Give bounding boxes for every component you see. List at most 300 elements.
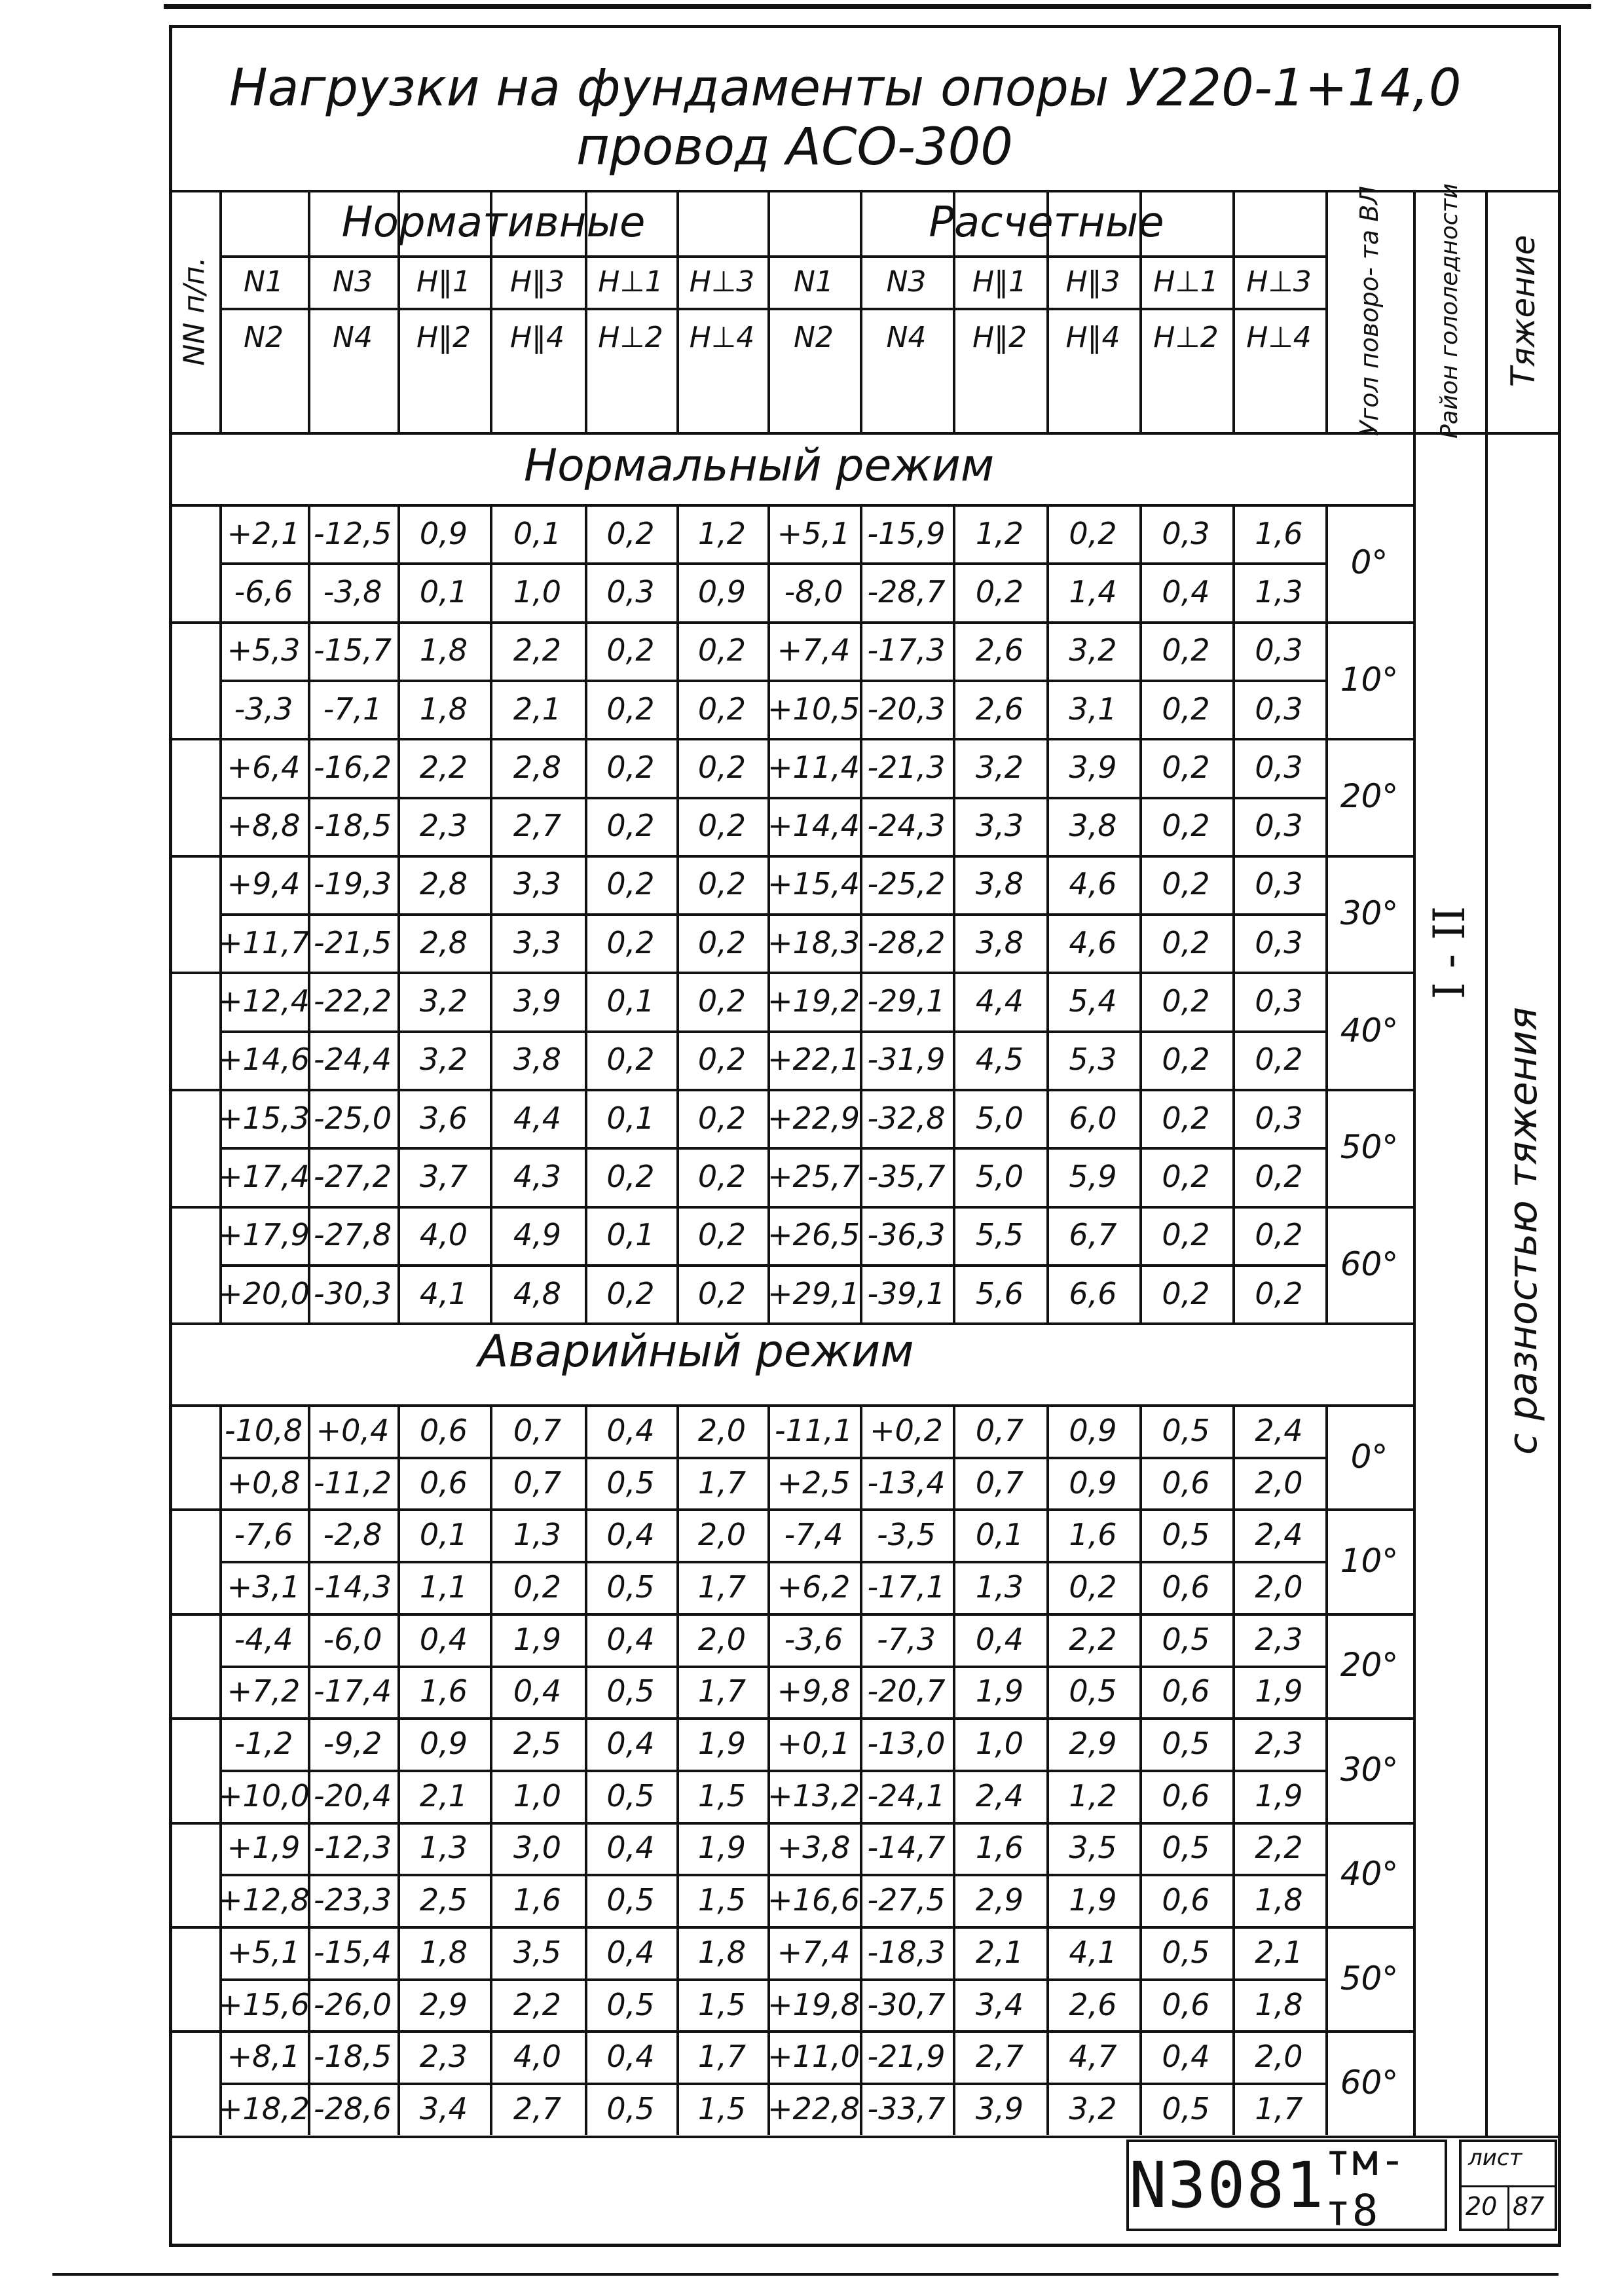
column-line xyxy=(1139,504,1142,1322)
header-design: Расчетные xyxy=(929,198,1164,247)
normal-row-cell: 0,2 xyxy=(697,808,747,844)
emergency-row-cell: 2,1 xyxy=(975,1934,1024,1970)
normal-row-cell: +12,4 xyxy=(217,983,310,1019)
normal-row-cell: 0,1 xyxy=(513,515,562,551)
normal-row-cell: +22,1 xyxy=(767,1042,860,1078)
row-line xyxy=(219,1457,1325,1459)
emergency-row-cell: 1,3 xyxy=(513,1517,562,1553)
header-row-number: NN п/п. xyxy=(177,256,211,366)
column-header-top: H‖1 xyxy=(416,264,471,299)
normal-row-cell: 0,2 xyxy=(1255,1042,1303,1078)
header-column-line xyxy=(1046,190,1049,432)
row-line xyxy=(219,2083,1325,2085)
normal-row-cell: +9,4 xyxy=(227,866,301,902)
column-line xyxy=(1413,432,1416,504)
row-group-line xyxy=(169,1089,1413,1091)
column-header-top: H‖3 xyxy=(509,264,565,299)
emergency-row-cell: -3,6 xyxy=(784,1621,843,1657)
normal-row-cell: 0,3 xyxy=(1255,749,1303,785)
emergency-row-cell: 1,5 xyxy=(697,1777,747,1813)
angle-value: 40° xyxy=(1340,1855,1399,1893)
row-line xyxy=(219,562,1325,565)
column-header-bottom: H‖2 xyxy=(972,320,1027,354)
emergency-row-cell: +0,2 xyxy=(870,1412,943,1448)
emergency-row-cell: 4,0 xyxy=(513,2039,562,2075)
column-line xyxy=(860,1404,862,2135)
normal-row-cell: 3,9 xyxy=(1069,749,1117,785)
sheet-number: 20 xyxy=(1466,2192,1498,2221)
emergency-row-cell: +16,6 xyxy=(767,1882,860,1918)
normal-row-cell: 0,1 xyxy=(606,1217,655,1253)
normal-row-cell: 2,8 xyxy=(419,866,468,902)
emergency-row-cell: 0,5 xyxy=(1162,2090,1210,2126)
column-header-top: N3 xyxy=(333,264,373,299)
emergency-row-cell: 0,7 xyxy=(975,1412,1024,1448)
normal-row-cell: 2,8 xyxy=(513,749,562,785)
normal-row-cell: 3,2 xyxy=(419,1042,468,1078)
normal-row-cell: +11,4 xyxy=(767,749,860,785)
header-column-line xyxy=(1139,190,1142,432)
normal-row-cell: 4,0 xyxy=(419,1217,468,1253)
normal-row-cell: +8,8 xyxy=(227,808,301,844)
emergency-row-cell: -20,4 xyxy=(313,1777,392,1813)
normal-row-cell: 3,8 xyxy=(1069,808,1117,844)
emergency-row-cell: 4,7 xyxy=(1069,2039,1117,2075)
normal-row-cell: 2,7 xyxy=(513,808,562,844)
row-group-line xyxy=(169,1926,1413,1929)
normal-row-cell: +14,6 xyxy=(217,1042,310,1078)
normal-row-cell: 0,2 xyxy=(1069,515,1117,551)
emergency-row-cell: +3,1 xyxy=(227,1569,301,1605)
emergency-row-cell: 0,4 xyxy=(606,1830,655,1866)
emergency-row-cell: 0,5 xyxy=(606,1465,655,1501)
column-line xyxy=(1232,1404,1235,2135)
emergency-row-cell: 2,0 xyxy=(1255,2039,1303,2075)
emergency-row-cell: +7,2 xyxy=(227,1673,301,1709)
normal-row-cell: +20,0 xyxy=(217,1275,310,1311)
normal-row-cell: 0,2 xyxy=(1255,1158,1303,1194)
emergency-row-cell: -7,6 xyxy=(234,1517,293,1553)
normal-row-cell: 0,2 xyxy=(1162,1217,1210,1253)
normal-row-cell: +26,5 xyxy=(767,1217,860,1253)
normal-row-cell: 0,1 xyxy=(606,1100,655,1136)
column-line xyxy=(953,504,955,1322)
emergency-row-cell: +13,2 xyxy=(767,1777,860,1813)
emergency-row-cell: +19,8 xyxy=(767,1986,860,2022)
normal-row-cell: -27,8 xyxy=(313,1217,392,1253)
normal-row-cell: 4,4 xyxy=(975,983,1024,1019)
emergency-row-cell: 0,1 xyxy=(419,1517,468,1553)
emergency-row-cell: +12,8 xyxy=(217,1882,310,1918)
column-line xyxy=(308,1404,310,2135)
header-column-line xyxy=(1413,190,1416,432)
normal-row-cell: 0,3 xyxy=(1255,866,1303,902)
normal-row-cell: -22,2 xyxy=(313,983,392,1019)
header-column-line xyxy=(953,190,955,432)
emergency-row-cell: 0,5 xyxy=(606,1777,655,1813)
row-group-line xyxy=(169,855,1413,858)
header-column-line xyxy=(490,190,492,432)
normal-row-cell: -25,2 xyxy=(867,866,946,902)
emergency-row-cell: 1,3 xyxy=(975,1569,1024,1605)
normal-row-cell: +15,4 xyxy=(767,866,860,902)
emergency-row-cell: -24,1 xyxy=(867,1777,946,1813)
normal-row-cell: +5,1 xyxy=(777,515,851,551)
normal-row-cell: 2,3 xyxy=(419,808,468,844)
section-emergency: Аварийный режим xyxy=(478,1326,914,1377)
normal-row-cell: 3,2 xyxy=(975,749,1024,785)
normal-row-cell: 0,1 xyxy=(606,983,655,1019)
normal-row-cell: +2,1 xyxy=(227,515,301,551)
normal-row-cell: +10,5 xyxy=(767,691,860,727)
emergency-row-cell: 3,9 xyxy=(975,2090,1024,2126)
row-group-line xyxy=(169,738,1413,740)
column-line xyxy=(219,504,222,1322)
header-tension: Тяжение xyxy=(1504,234,1542,388)
emergency-row-cell: -28,6 xyxy=(313,2090,392,2126)
normal-row-cell: 0,3 xyxy=(1255,632,1303,668)
normal-row-cell: 0,2 xyxy=(697,1275,747,1311)
normal-row-cell: +6,4 xyxy=(227,749,301,785)
emergency-row-cell: 1,6 xyxy=(1069,1517,1117,1553)
row-line xyxy=(219,1978,1325,1981)
emergency-row-cell: 1,6 xyxy=(513,1882,562,1918)
emergency-row-cell: 1,5 xyxy=(697,1882,747,1918)
row-group-line xyxy=(169,621,1413,624)
header-angle: Угол поворо- та ВЛ xyxy=(1355,186,1384,436)
emergency-row-cell: 1,9 xyxy=(1255,1673,1303,1709)
row-line xyxy=(219,797,1325,799)
normal-row-cell: -6,6 xyxy=(234,574,293,610)
emergency-row-cell: -15,4 xyxy=(313,1934,392,1970)
emergency-row-cell: 3,4 xyxy=(975,1986,1024,2022)
normal-row-cell: 0,2 xyxy=(975,574,1024,610)
angle-value: 10° xyxy=(1340,1542,1399,1580)
column-header-bottom: N4 xyxy=(886,320,927,354)
angle-value: 30° xyxy=(1340,894,1399,933)
normal-row-cell: 0,2 xyxy=(1255,1275,1303,1311)
column-line xyxy=(1413,1404,1416,2135)
normal-row-cell: -32,8 xyxy=(867,1100,946,1136)
column-header-bottom: H⊥4 xyxy=(689,320,755,354)
emergency-row-cell: 1,9 xyxy=(513,1621,562,1657)
normal-row-cell: 0,2 xyxy=(1162,749,1210,785)
normal-row-cell: 0,2 xyxy=(606,1158,655,1194)
angle-value: 60° xyxy=(1340,2064,1399,2102)
normal-row-cell: 3,7 xyxy=(419,1158,468,1194)
emergency-row-cell: -3,5 xyxy=(877,1517,936,1553)
normal-row-cell: 2,6 xyxy=(975,691,1024,727)
normal-row-cell: 3,3 xyxy=(513,924,562,960)
normal-row-cell: 3,8 xyxy=(975,866,1024,902)
emergency-row-cell: 0,6 xyxy=(1162,1569,1210,1605)
emergency-row-cell: 1,2 xyxy=(1069,1777,1117,1813)
emergency-row-cell: 0,6 xyxy=(419,1465,468,1501)
normal-row-cell: 3,3 xyxy=(975,808,1024,844)
header-column-line xyxy=(860,190,862,432)
normal-row-cell: 0,2 xyxy=(697,1042,747,1078)
normal-row-cell: -7,1 xyxy=(323,691,382,727)
emergency-row-cell: 1,7 xyxy=(697,1465,747,1501)
normal-row-cell: 0,3 xyxy=(1255,808,1303,844)
emergency-row-cell: 2,0 xyxy=(697,1412,747,1448)
column-header-top: N3 xyxy=(886,264,927,299)
normal-row-cell: 4,9 xyxy=(513,1217,562,1253)
normal-row-cell: 0,2 xyxy=(1162,1042,1210,1078)
normal-row-cell: +17,9 xyxy=(217,1217,310,1253)
normal-row-cell: 0,2 xyxy=(606,1275,655,1311)
emergency-row-cell: -18,3 xyxy=(867,1934,946,1970)
normal-row-cell: -21,3 xyxy=(867,749,946,785)
normal-row-cell: 0,2 xyxy=(606,691,655,727)
emergency-row-cell: 0,5 xyxy=(606,1986,655,2022)
emergency-row-cell: 0,4 xyxy=(606,1934,655,1970)
normal-row-cell: 0,2 xyxy=(606,924,655,960)
normal-row-cell: -3,8 xyxy=(323,574,382,610)
normal-row-cell: -18,5 xyxy=(313,808,392,844)
emergency-row-cell: 1,7 xyxy=(697,1673,747,1709)
normal-row-cell: 0,2 xyxy=(1162,1100,1210,1136)
emergency-row-cell: 0,5 xyxy=(1162,1830,1210,1866)
emergency-row-cell: 2,4 xyxy=(1255,1517,1303,1553)
normal-row-cell: +11,7 xyxy=(217,924,310,960)
emergency-row-cell: 0,4 xyxy=(606,1726,655,1762)
emergency-row-cell: 2,0 xyxy=(697,1517,747,1553)
normal-row-cell: 4,1 xyxy=(419,1275,468,1311)
normal-row-cell: 2,6 xyxy=(975,632,1024,668)
normal-row-cell: 1,8 xyxy=(419,632,468,668)
emergency-row-cell: -14,3 xyxy=(313,1569,392,1605)
emergency-row-cell: 2,5 xyxy=(419,1882,468,1918)
emergency-row-cell: 0,7 xyxy=(975,1465,1024,1501)
emergency-row-cell: 0,7 xyxy=(513,1412,562,1448)
normal-row-cell: +17,4 xyxy=(217,1158,310,1194)
normal-row-cell: 6,0 xyxy=(1069,1100,1117,1136)
normal-row-cell: 5,5 xyxy=(975,1217,1024,1253)
normal-row-cell: 0,1 xyxy=(419,574,468,610)
normal-row-cell: 2,2 xyxy=(513,632,562,668)
row-group-line xyxy=(169,2030,1413,2033)
header-column-line xyxy=(219,190,222,432)
normal-row-cell: 0,3 xyxy=(1255,691,1303,727)
emergency-row-cell: -2,8 xyxy=(323,1517,382,1553)
emergency-row-cell: -13,4 xyxy=(867,1465,946,1501)
column-line xyxy=(1139,1404,1142,2135)
column-line xyxy=(676,1404,679,2135)
emergency-row-cell: 2,7 xyxy=(975,2039,1024,2075)
normal-row-cell: -24,3 xyxy=(867,808,946,844)
angle-value: 0° xyxy=(1350,1437,1388,1476)
angle-value: 30° xyxy=(1340,1750,1399,1789)
emergency-row-cell: 2,2 xyxy=(1255,1830,1303,1866)
emergency-row-cell: 0,5 xyxy=(1162,1412,1210,1448)
emergency-row-cell: -30,7 xyxy=(867,1986,946,2022)
normal-row-cell: 0,2 xyxy=(606,866,655,902)
emergency-row-cell: 0,4 xyxy=(606,2039,655,2075)
normal-row-cell: 0,2 xyxy=(606,1042,655,1078)
normal-row-cell: -19,3 xyxy=(313,866,392,902)
column-header-top: H‖3 xyxy=(1065,264,1120,299)
normal-row-cell: +25,7 xyxy=(767,1158,860,1194)
emergency-row-cell: +0,1 xyxy=(777,1726,851,1762)
row-group-line xyxy=(169,1717,1413,1720)
emergency-row-cell: 2,9 xyxy=(1069,1726,1117,1762)
emergency-row-cell: -11,2 xyxy=(313,1465,392,1501)
stamp-number: N3081 xyxy=(1129,2149,1325,2222)
row-line xyxy=(219,913,1325,916)
sheet-box xyxy=(1459,2140,1557,2231)
row-line xyxy=(219,1264,1325,1267)
emergency-row-cell: +22,8 xyxy=(767,2090,860,2126)
emergency-row-cell: 0,6 xyxy=(1162,1465,1210,1501)
emergency-row-cell: 2,2 xyxy=(513,1986,562,2022)
normal-row-cell: +29,1 xyxy=(767,1275,860,1311)
top-border-line xyxy=(164,4,1591,9)
normal-row-cell: 0,2 xyxy=(697,983,747,1019)
row-line xyxy=(219,1147,1325,1150)
normal-row-cell: -16,2 xyxy=(313,749,392,785)
emergency-row-cell: 3,5 xyxy=(513,1934,562,1970)
normal-row-cell: 3,2 xyxy=(1069,632,1117,668)
row-line xyxy=(219,1874,1325,1876)
emergency-row-cell: 0,7 xyxy=(513,1465,562,1501)
angle-value: 40° xyxy=(1340,1011,1399,1049)
column-header-bottom: H⊥2 xyxy=(1153,320,1219,354)
emergency-row-cell: 3,0 xyxy=(513,1830,562,1866)
emergency-row-cell: 1,9 xyxy=(975,1673,1024,1709)
normal-row-cell: -27,2 xyxy=(313,1158,392,1194)
normal-row-cell: 1,2 xyxy=(975,515,1024,551)
column-line xyxy=(767,1404,770,2135)
emergency-row-cell: 0,9 xyxy=(419,1726,468,1762)
emergency-row-cell: -17,1 xyxy=(867,1569,946,1605)
normal-row-cell: 0,2 xyxy=(697,924,747,960)
normal-row-cell: -28,2 xyxy=(867,924,946,960)
emergency-row-cell: 1,9 xyxy=(697,1726,747,1762)
ice-region-value: I - II xyxy=(1424,905,1475,1000)
emergency-row-cell: 0,4 xyxy=(606,1412,655,1448)
angle-value: 60° xyxy=(1340,1245,1399,1283)
emergency-row-cell: 2,9 xyxy=(419,1986,468,2022)
emergency-row-cell: 1,9 xyxy=(1069,1882,1117,1918)
normal-row-cell: 0,3 xyxy=(606,574,655,610)
normal-row-cell: 0,2 xyxy=(606,515,655,551)
emergency-row-cell: 1,8 xyxy=(697,1934,747,1970)
emergency-row-cell: 2,1 xyxy=(419,1777,468,1813)
emergency-row-cell: -4,4 xyxy=(234,1621,293,1657)
normal-row-cell: 3,6 xyxy=(419,1100,468,1136)
normal-row-cell: +5,3 xyxy=(227,632,301,668)
normal-row-cell: 0,2 xyxy=(1162,691,1210,727)
emergency-row-cell: 0,4 xyxy=(606,1621,655,1657)
angle-value: 10° xyxy=(1340,660,1399,699)
emergency-row-cell: 1,3 xyxy=(419,1830,468,1866)
emergency-row-cell: 0,9 xyxy=(1069,1465,1117,1501)
column-header-top: H⊥3 xyxy=(1246,264,1312,299)
normal-row-cell: 4,4 xyxy=(513,1100,562,1136)
column-header-top: N1 xyxy=(794,264,834,299)
emergency-row-cell: 1,5 xyxy=(697,2090,747,2126)
normal-row-cell: 4,8 xyxy=(513,1275,562,1311)
emergency-row-cell: +1,9 xyxy=(227,1830,301,1866)
emergency-row-cell: 2,0 xyxy=(1255,1569,1303,1605)
column-header-bottom: H⊥4 xyxy=(1246,320,1312,354)
emergency-row-cell: 0,2 xyxy=(513,1569,562,1605)
normal-row-cell: 0,2 xyxy=(606,808,655,844)
emergency-row-cell: 0,6 xyxy=(1162,1777,1210,1813)
emergency-row-cell: +10,0 xyxy=(217,1777,310,1813)
normal-row-cell: 1,2 xyxy=(697,515,747,551)
normal-row-cell: 0,2 xyxy=(697,1158,747,1194)
normal-row-cell: 0,2 xyxy=(606,632,655,668)
title-line-1: Нагрузки на фундаменты опоры У220-1+14,0 xyxy=(229,59,1462,118)
normal-row-cell: -28,7 xyxy=(867,574,946,610)
emergency-row-cell: +0,4 xyxy=(316,1412,390,1448)
header-column-line xyxy=(767,190,770,432)
emergency-row-cell: -12,3 xyxy=(313,1830,392,1866)
stamp-suffix: тм-т8 xyxy=(1324,2135,1407,2236)
emergency-row-cell: 2,1 xyxy=(1255,1934,1303,1970)
header-bottom-line xyxy=(169,432,1561,435)
header-normative: Нормативные xyxy=(341,198,646,247)
angle-value: 20° xyxy=(1340,777,1399,816)
normal-row-cell: 1,8 xyxy=(419,691,468,727)
emergency-row-cell: 3,4 xyxy=(419,2090,468,2126)
normal-row-cell: -29,1 xyxy=(867,983,946,1019)
normal-row-cell: 0,3 xyxy=(1255,1100,1303,1136)
emergency-row-cell: 0,5 xyxy=(1162,1934,1210,1970)
emergency-row-cell: -21,9 xyxy=(867,2039,946,2075)
emergency-row-cell: 2,3 xyxy=(1255,1726,1303,1762)
normal-row-cell: 5,4 xyxy=(1069,983,1117,1019)
normal-row-cell: 0,4 xyxy=(1162,574,1210,610)
normal-row-cell: 4,6 xyxy=(1069,924,1117,960)
emergency-row-cell: +7,4 xyxy=(777,1934,851,1970)
normal-row-cell: -31,9 xyxy=(867,1042,946,1078)
emergency-row-cell: 0,2 xyxy=(1069,1569,1117,1605)
emergency-row-cell: 0,6 xyxy=(1162,1986,1210,2022)
column-line xyxy=(397,1404,400,2135)
normal-row-cell: 2,1 xyxy=(513,691,562,727)
normal-row-cell: 5,0 xyxy=(975,1158,1024,1194)
column-line xyxy=(1232,504,1235,1322)
emergency-row-cell: 1,5 xyxy=(697,1986,747,2022)
emergency-row-cell: +15,6 xyxy=(217,1986,310,2022)
emergency-row-cell: 0,5 xyxy=(1162,1621,1210,1657)
angle-value: 0° xyxy=(1350,543,1388,582)
angle-value: 20° xyxy=(1340,1646,1399,1685)
column-line xyxy=(1046,1404,1049,2135)
emergency-row-cell: 2,4 xyxy=(975,1777,1024,1813)
emergency-row-cell: 2,0 xyxy=(1255,1465,1303,1501)
column-line xyxy=(490,1404,492,2135)
normal-row-cell: +18,3 xyxy=(767,924,860,960)
normal-row-cell: -39,1 xyxy=(867,1275,946,1311)
emergency-row-cell: 0,6 xyxy=(1162,1882,1210,1918)
column-line xyxy=(397,504,400,1322)
normal-row-cell: 3,1 xyxy=(1069,691,1117,727)
emergency-row-cell: 1,1 xyxy=(419,1569,468,1605)
emergency-row-cell: 0,5 xyxy=(606,1882,655,1918)
column-line xyxy=(1325,1404,1328,2135)
angle-value: 50° xyxy=(1340,1128,1399,1167)
column-header-bottom: H‖2 xyxy=(416,320,471,354)
normal-row-cell: 4,5 xyxy=(975,1042,1024,1078)
header-ice-region: Район гололедности xyxy=(1435,183,1463,439)
normal-row-cell: +15,3 xyxy=(217,1100,310,1136)
normal-row-cell: -36,3 xyxy=(867,1217,946,1253)
normal-row-cell: -12,5 xyxy=(313,515,392,551)
